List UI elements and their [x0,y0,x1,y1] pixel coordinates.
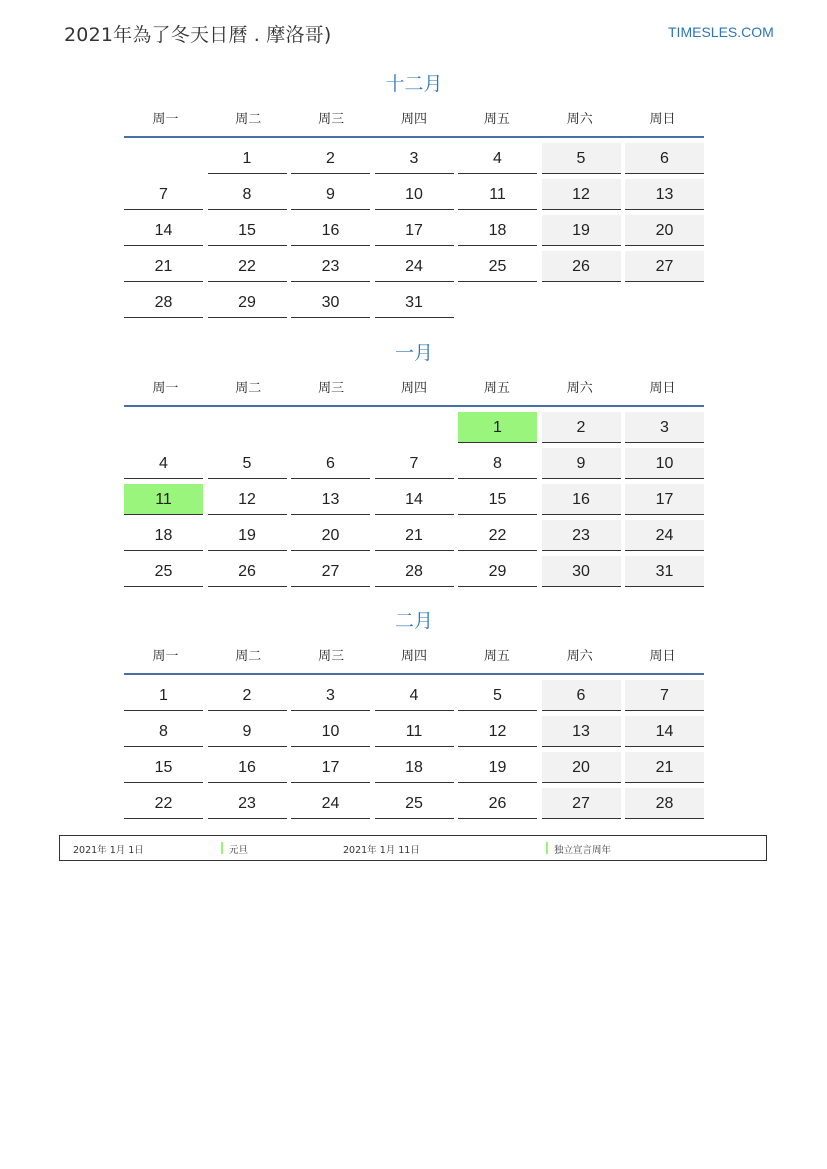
day-cell: 19 [458,752,537,783]
holiday-legend [59,835,767,861]
day-cell: 3 [291,680,370,711]
day-cell: 26 [208,556,287,587]
legend-holiday-name: 元旦 [229,845,249,856]
legend-date: 2021年 1月 11日 [343,845,420,856]
day-cell: 6 [291,448,370,479]
day-cell: 8 [458,448,537,479]
day-cell: 14 [625,716,704,747]
day-cell: 13 [542,716,621,747]
month-february [124,607,704,819]
weekday-header [124,110,704,138]
empty-day-cell [124,143,203,174]
empty-day-cell [124,412,203,443]
day-cell: 7 [625,680,704,711]
day-cell: 27 [542,788,621,819]
day-cell: 7 [124,179,203,210]
holiday-marker [221,842,223,854]
day-cell: 24 [625,520,704,551]
day-cell: 10 [375,179,454,210]
day-cell: 17 [625,484,704,515]
day-cell: 31 [625,556,704,587]
day-cell: 25 [124,556,203,587]
weekday-label: 周五 [483,381,510,396]
day-cell: 1 [458,412,537,443]
day-cell: 21 [625,752,704,783]
day-cell: 4 [124,448,203,479]
day-cell: 25 [458,251,537,282]
day-cell: 5 [542,143,621,174]
day-cell: 22 [458,520,537,551]
weekday-label: 周五 [483,112,510,127]
month-january [124,339,704,587]
brand-link[interactable]: TIMESLES.COM [668,24,774,40]
day-cell: 13 [625,179,704,210]
day-cell: 25 [375,788,454,819]
day-cell: 23 [291,251,370,282]
day-cell: 14 [375,484,454,515]
day-cell: 31 [375,287,454,318]
day-cell: 2 [542,412,621,443]
day-cell: 18 [124,520,203,551]
month-december [124,70,704,318]
day-cell: 11 [375,716,454,747]
day-cell: 16 [291,215,370,246]
month-title: 一月 [394,342,433,364]
day-grid [124,680,704,819]
weekday-header [124,647,704,675]
day-cell: 1 [208,143,287,174]
holiday-marker [546,842,548,854]
weekday-label: 周日 [649,112,676,127]
day-cell: 20 [291,520,370,551]
day-cell: 24 [291,788,370,819]
day-cell: 6 [542,680,621,711]
day-cell: 18 [375,752,454,783]
weekday-label: 周四 [400,649,427,664]
page-title: 2021年為了冬天日曆 . 摩洛哥) [64,24,332,46]
month-title: 十二月 [385,73,443,95]
day-cell: 22 [124,788,203,819]
day-cell: 28 [124,287,203,318]
weekday-label: 周三 [318,112,345,127]
day-cell: 26 [458,788,537,819]
weekday-label: 周六 [566,381,593,396]
day-cell: 9 [542,448,621,479]
day-cell: 26 [542,251,621,282]
day-cell: 5 [458,680,537,711]
day-cell: 1 [124,680,203,711]
day-cell: 11 [458,179,537,210]
weekday-label: 周日 [649,649,676,664]
weekday-label: 周三 [318,381,345,396]
day-cell: 21 [124,251,203,282]
day-cell: 5 [208,448,287,479]
day-cell: 21 [375,520,454,551]
weekday-label: 周四 [400,112,427,127]
day-cell: 15 [458,484,537,515]
day-cell: 20 [542,752,621,783]
day-cell: 19 [542,215,621,246]
day-cell: 29 [208,287,287,318]
empty-day-cell [208,412,287,443]
day-cell: 23 [208,788,287,819]
weekday-label: 周五 [483,649,510,664]
weekday-label: 周六 [566,112,593,127]
day-cell: 16 [542,484,621,515]
weekday-label: 周日 [649,381,676,396]
day-cell: 23 [542,520,621,551]
month-title: 二月 [394,610,433,632]
day-cell: 9 [291,179,370,210]
day-cell: 4 [375,680,454,711]
empty-day-cell [375,412,454,443]
day-cell: 12 [458,716,537,747]
day-cell: 29 [458,556,537,587]
day-cell: 12 [542,179,621,210]
day-cell: 2 [291,143,370,174]
day-cell: 8 [124,716,203,747]
day-cell: 14 [124,215,203,246]
day-cell: 10 [291,716,370,747]
day-cell: 12 [208,484,287,515]
legend-date: 2021年 1月 1日 [73,845,144,856]
empty-day-cell [291,412,370,443]
day-cell: 27 [625,251,704,282]
weekday-header [124,379,704,407]
day-cell: 9 [208,716,287,747]
day-cell: 19 [208,520,287,551]
day-cell: 28 [625,788,704,819]
day-cell: 22 [208,251,287,282]
day-cell: 27 [291,556,370,587]
day-grid [124,412,704,587]
day-cell: 2 [208,680,287,711]
weekday-label: 周三 [318,649,345,664]
day-cell: 30 [291,287,370,318]
weekday-label: 周六 [566,649,593,664]
day-cell: 3 [375,143,454,174]
day-cell: 17 [375,215,454,246]
day-cell: 6 [625,143,704,174]
day-cell: 16 [208,752,287,783]
day-cell: 7 [375,448,454,479]
day-cell: 15 [124,752,203,783]
day-cell: 18 [458,215,537,246]
day-cell: 11 [124,484,203,515]
day-cell: 24 [375,251,454,282]
weekday-label: 周一 [152,649,179,664]
day-cell: 17 [291,752,370,783]
day-cell: 15 [208,215,287,246]
weekday-label: 周二 [235,649,262,664]
weekday-label: 周二 [235,381,262,396]
weekday-label: 周四 [400,381,427,396]
day-cell: 3 [625,412,704,443]
day-cell: 30 [542,556,621,587]
weekday-label: 周二 [235,112,262,127]
day-cell: 13 [291,484,370,515]
legend-holiday-name: 独立宣言周年 [554,845,612,856]
day-grid [124,143,704,318]
day-cell: 4 [458,143,537,174]
day-cell: 28 [375,556,454,587]
weekday-label: 周一 [152,381,179,396]
day-cell: 8 [208,179,287,210]
weekday-label: 周一 [152,112,179,127]
day-cell: 10 [625,448,704,479]
day-cell: 20 [625,215,704,246]
